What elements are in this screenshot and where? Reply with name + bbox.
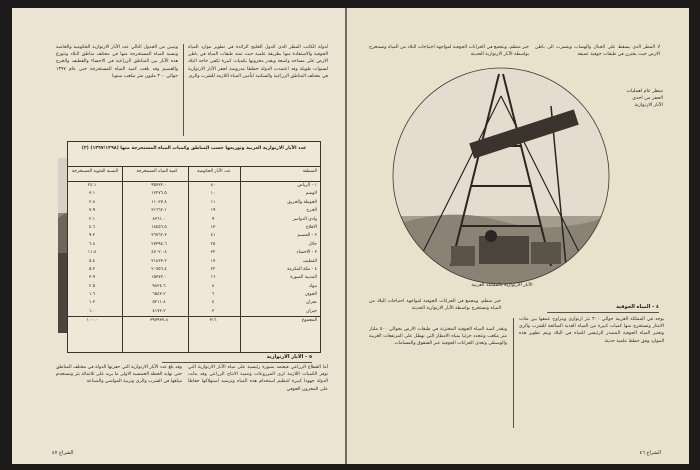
cell-wells: ٣٢: [210, 250, 216, 256]
cell-water: ٩٥٧٣٢.٠: [151, 183, 167, 188]
cell-percent: ١.٠: [88, 308, 96, 314]
cell-water: ٢٧٢٩٤.٦: [151, 241, 167, 247]
cell-percent: ٤.٦: [88, 224, 96, 230]
cell-wells: ٣: [211, 308, 215, 314]
table-row: [68, 190, 320, 198]
right-bottom-column-left: وتقدر كمية المياه الجوفية المختزنة في طبقات الارض بحوالي ٥٠٠ مليار متر مكعب وتتجدد جزئيا بمياه الامطار التي تهطل على المرتفعات الغربية والوسطى وتغذي الخزانات الجوفية عبر الشقوق والمسامات: [369, 327, 507, 347]
table-row: [68, 199, 320, 207]
cell-water: ٤١٧٣.٢: [152, 308, 166, 314]
heading-underline: [162, 362, 312, 363]
table-row: [68, 274, 320, 282]
cell-wells: ٣١٦: [209, 318, 217, 324]
right-section-heading: ٤ - المياه الجوفية: [616, 304, 659, 310]
table-row: [68, 207, 320, 215]
cell-percent: ٣.٩: [88, 275, 96, 281]
left-bottom-column-left: وقد بلغ عدد الآبار الارتوازية التي حفرتها الدولة في مختلف المناطق حتى نهاية الخطة الخمسية الاولى ما يزيد على ثلاثمائة بئر وتستخدم مياهها في الشرب والري وتربية المواشي والصناعة: [56, 365, 182, 385]
right-photo-caption: الآبار الارتوازية بالمملكة العربية: [471, 283, 533, 288]
cell-water: ٢٠٧٥٦.٤: [151, 266, 167, 272]
cell-region: الخرج: [306, 208, 317, 214]
cell-wells: ١٦: [210, 275, 216, 281]
cell-region: المدينة المنورة: [290, 275, 317, 281]
wells-statistics-table: [67, 141, 321, 353]
table-row: [68, 308, 320, 316]
table-row: [68, 283, 320, 291]
table-row: [68, 216, 320, 224]
cell-percent: ٣.١: [88, 191, 96, 197]
left-page-column-left: ويتبين من الجدول التالي عدد الآبار الارتوازية الحكومية والخاصة ونسبة المياه المستخرجة منها في مختلف مناطق البلاد وتتوزع هذه الآبار بين المناطق الزراعية في الاحساء والقطيف والخرج والقصيم وقد بلغت كمية المياه المستخرجة حتى عام ١٣٩٧ حوالي ٣٠٠ مليون متر مكعب سنويا: [56, 45, 178, 79]
cell-region: القطيف: [302, 258, 317, 264]
heading-underline: [547, 312, 659, 313]
cell-region: الافلاج: [305, 224, 317, 230]
right-folio: الشراع ٤٦: [639, 450, 661, 456]
left-page: [12, 8, 345, 464]
cell-region: الجوف: [304, 292, 317, 298]
col-header-wells: عدد الآبار الحكومية: [197, 169, 231, 174]
table-row: [68, 232, 320, 240]
cell-percent: ٦.٨: [88, 241, 96, 247]
column-divider: [183, 44, 184, 136]
col-header-water: كمية المياه المستخرجة: [136, 169, 178, 174]
table-row: [68, 249, 320, 257]
cell-water: ٨٣٦١.٠: [152, 216, 166, 222]
cell-wells: ٩: [211, 216, 215, 222]
left-section-heading: ٥ - الآبار الارتوازية: [266, 354, 312, 360]
cell-region: جيزان: [306, 308, 317, 314]
left-bottom-column-right: أما القطاع الزراعي فيعتمد بصورة رئيسية على مياه الآبار الارتوازية التي توفر الكميات اللازمة لري المزروعات وتنمية الانتاج الزراعي وقد بذلت الدولة جهودا كبيرة لتنظيم استخدام هذه المياه وترشيد استهلاكها حفاظا على المخزون الجوفي: [188, 365, 328, 392]
cell-region: حائل: [308, 241, 317, 247]
cell-percent: ٥.٤: [88, 258, 96, 264]
cell-percent: ٧.٩: [88, 208, 96, 214]
right-bottom-column-right: يوجد في المملكة العربية حوالي ٣٠٠ بئر ارتوازي ويتراوح عمقها بين مئات الامتار وتستخرج منها كميات كبيرة من المياه العذبة الصالحة للشرب والري وتعتبر المياه الجوفية المصدر الرئيسي للمياه في البلاد ويتم تطوير هذه الموارد وفق خطط علمية حديثة: [519, 317, 664, 344]
left-page-column-right: لدولة الكانت المطر الذي الدول الخليج الرائدة في تطوير موارد المياه الجوفية والاستفادة منها بطريقة علمية حيث تمتد طبقات المياه في باطن الارض على مساحة واسعة ويقدر مخزونها بكميات كبيرة تكفي حاجة البلاد لسنوات طويلة وقد اعتمدت الدولة خططا مدروسة لحفر الآبار الارتوازية في مختلف المناطق الزراعية والسكنية لتأمين المياه اللازمة للشرب والري: [188, 45, 328, 79]
table-row: [68, 182, 320, 190]
cell-percent: ٥.٢: [88, 266, 96, 272]
table-body: [68, 182, 320, 326]
right-page: [347, 8, 689, 464]
table-row: [68, 258, 320, 266]
cell-region: الحوطة والحريق: [287, 199, 317, 205]
cell-percent: ٢.١: [88, 216, 96, 222]
cell-water: ١٢٢٧٦.٥: [151, 191, 167, 197]
cell-percent: ٢.٥: [88, 283, 96, 289]
cell-water: ٩٨٢٤.٦: [152, 283, 166, 289]
cell-water: ٥٢١١.٨: [152, 300, 166, 306]
cell-region: المجموع: [301, 318, 317, 324]
cell-wells: ٦: [211, 292, 215, 298]
cell-water: ٣٩٧٩٣٧.٨: [150, 318, 168, 324]
cell-region: وادي الدواسر: [292, 216, 317, 222]
cell-wells: ٨: [211, 283, 215, 289]
table-row: [68, 224, 320, 232]
cell-percent: ١.٦: [88, 292, 96, 298]
cell-wells: ٤: [211, 300, 215, 306]
cell-wells: ١٠: [210, 191, 216, 197]
cell-water: ٦٥٤٣.٢: [152, 292, 166, 298]
cell-wells: ١٧: [210, 258, 216, 264]
cell-region: ٢ - القصيم: [297, 233, 317, 239]
col-header-region: المنطقة: [302, 169, 317, 174]
cell-region: ٤ - مكة المكرمة: [287, 266, 317, 272]
cell-region: نجران: [306, 300, 317, 306]
table-row: [68, 266, 320, 274]
cell-water: ٤٧٠٢٠.٨: [151, 250, 167, 256]
cell-wells: ١١: [210, 199, 216, 205]
right-side-caption: منظر عام لعمليات الحفر من احدى الآبار الارتوازية: [626, 89, 663, 109]
cell-wells: ١٣: [210, 224, 216, 230]
cell-wells: ٤١: [210, 233, 216, 239]
cell-percent: ٩.٢: [88, 233, 96, 239]
column-divider: [513, 318, 514, 428]
cell-water: ٢١٤٣٣.٢: [151, 258, 167, 264]
cell-percent: ٢.٨: [88, 199, 96, 205]
cell-water: ١٨٤٥٦.٥: [151, 224, 167, 230]
cell-percent: ١٠٠.٠: [86, 318, 98, 324]
table-header-row: [68, 166, 320, 182]
cell-region: تبوك: [308, 283, 317, 289]
table-row: [68, 291, 320, 299]
cell-water: ١٥٣٧٢.٠: [151, 275, 167, 281]
cell-percent: ١.٣: [88, 300, 96, 306]
right-top-column-right: لا المطر الذي يسقط على الجبال والهضاب ويتسرب الى باطن الارض حيث يختزن في طبقات جوفية عميقة: [535, 45, 660, 58]
cell-percent: ٢٤.١: [87, 183, 97, 188]
cell-water: ٣٦٧٦٢.٣: [151, 233, 167, 239]
cell-wells: ٢٢: [210, 266, 216, 272]
cell-water: ٣١٦٦٢.١: [151, 208, 167, 214]
cell-water: ١١٠٣٧.٨: [151, 199, 167, 205]
right-mid-text: خير منظم، ويتجمع في الخزانات الجوفية لمواجهة احتياجات البلاد من المياه وتستخرج بواسطة الآبار الارتوازية الحديثة: [369, 299, 501, 312]
cell-region: ٣ - الاحساء: [296, 250, 317, 256]
cell-region: ١ - الرياض: [297, 183, 317, 188]
cell-wells: ١٩: [210, 208, 216, 214]
right-top-column-left: خير منظم، ويتجمع في الخزانات الجوفية لمواجهة احتياجات البلاد من المياه وتستخرج بواسطة الآبار الارتوازية الحديثة: [369, 45, 529, 58]
col-header-percent: النسبة المئوية المستخرجة: [71, 169, 119, 174]
table-row: [68, 241, 320, 249]
cell-wells: ٢٥: [210, 241, 216, 247]
cell-wells: ٨٠: [210, 183, 216, 188]
table-title: عدد الآبار الارتوازية العربية وتوزيعها حسب المناطق وكميات المياه المستخرجة منها (١٣٩٧/١٣٩٨) (٢): [81, 146, 307, 151]
cell-region: الوشم: [305, 191, 317, 197]
table-total-row: [68, 316, 320, 325]
drilling-rig-photo: [391, 66, 611, 286]
table-row: [68, 299, 320, 307]
cell-percent: ١١.٨: [87, 250, 97, 256]
left-folio: الشراع ٤٧: [52, 450, 74, 456]
